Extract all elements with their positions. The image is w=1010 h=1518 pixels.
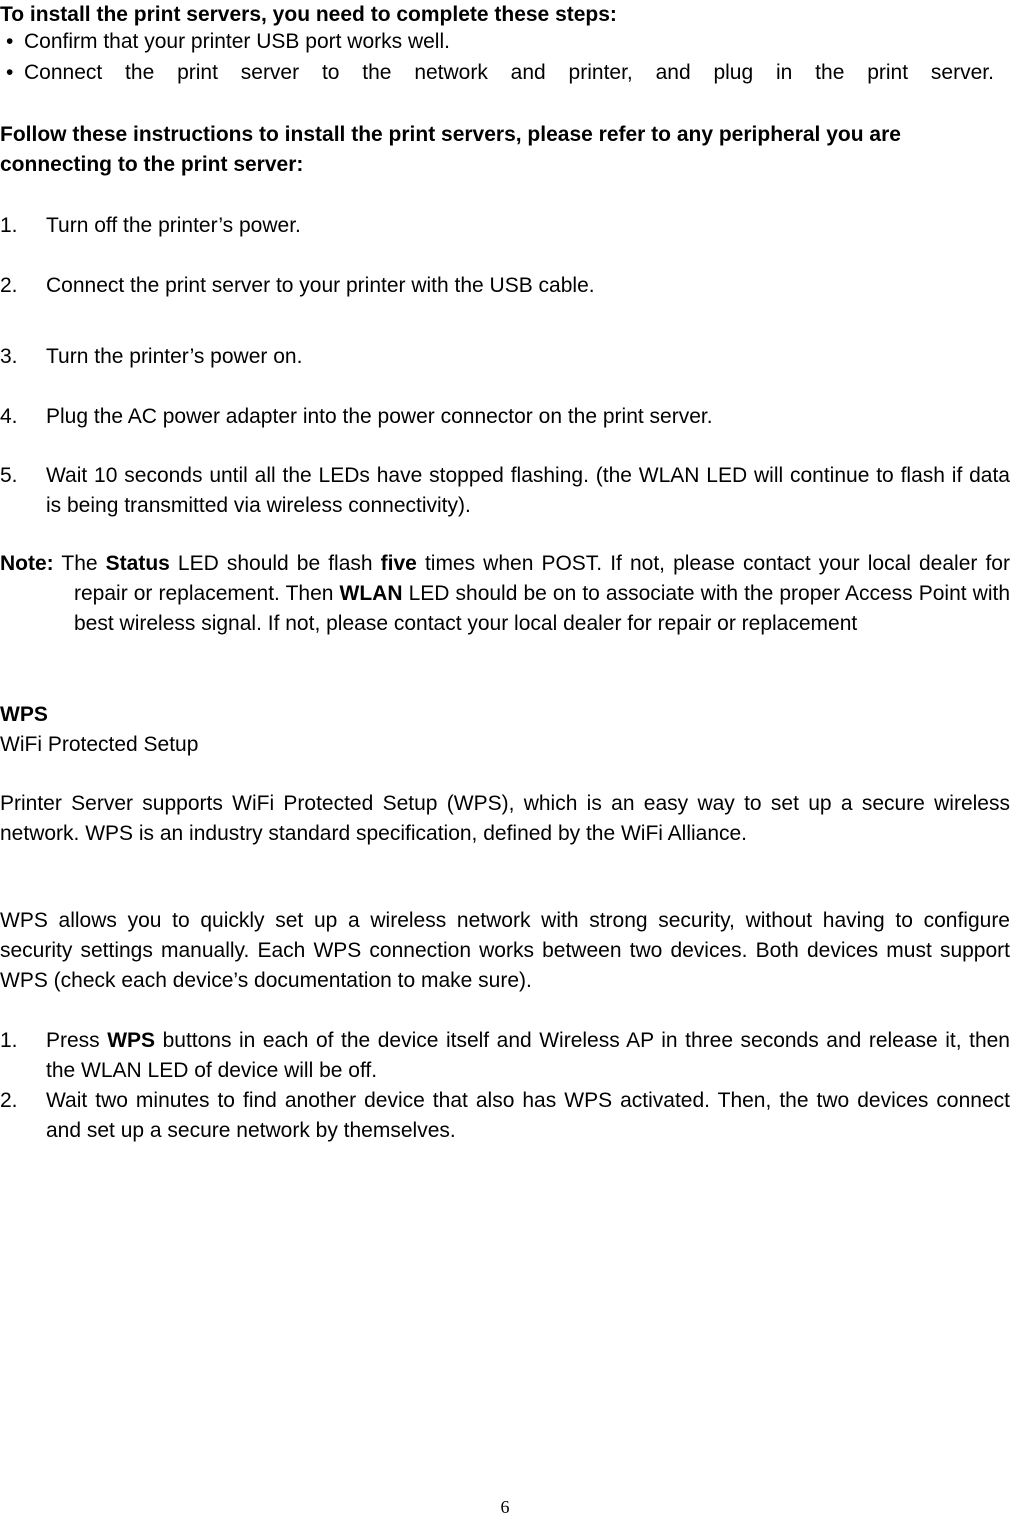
- note-text: The: [61, 552, 98, 575]
- step-text-part: buttons in each of the device itself and Wireless AP in three seconds and release it, then the WLAN LED of device will be off.: [46, 1029, 1010, 1082]
- bullet-icon: •: [6, 61, 14, 84]
- wps-subtitle: WiFi Protected Setup: [0, 733, 199, 756]
- step-number: 4.: [0, 405, 18, 428]
- step-number: 2.: [0, 1089, 18, 1112]
- step-text-part: Press: [46, 1029, 100, 1052]
- step-text: Connect the print server to your printer with the USB cable.: [46, 274, 595, 297]
- step-text: Plug the AC power adapter into the power connector on the print server.: [46, 405, 713, 428]
- install-steps-heading: To install the print servers, you need to complete these steps:: [0, 3, 617, 26]
- install-step: [0, 461, 1010, 521]
- page-number: 6: [500, 1497, 510, 1517]
- bullet-icon: •: [6, 30, 14, 53]
- bullet-text: Connect the print server to the network and printer, and plug in the print server.: [24, 61, 994, 84]
- wps-title: WPS: [0, 703, 48, 726]
- step-number: 5.: [0, 464, 18, 487]
- bullet-text: Confirm that your printer USB port works well.: [24, 30, 450, 53]
- note-five: five: [380, 552, 417, 575]
- step-number: 3.: [0, 345, 18, 368]
- step-number: 1.: [0, 214, 18, 237]
- step-number: 1.: [0, 1029, 18, 1052]
- install-step: [0, 211, 1010, 241]
- instructions-heading: Follow these instructions to install the print servers, please refer to any peripheral you are connecting to the print server:: [0, 123, 901, 176]
- step-number: 2.: [0, 274, 18, 297]
- install-step: [0, 271, 1010, 301]
- step-text: Turn off the printer’s power.: [46, 214, 301, 237]
- wps-step: [0, 1026, 1010, 1086]
- step-text: Turn the printer’s power on.: [46, 345, 303, 368]
- step-text: Wait 10 seconds until all the LEDs have stopped flashing. (the WLAN LED will continue to flash if data is being transmitted via wireless connectivity).: [46, 464, 1010, 517]
- note-wlan: WLAN: [339, 582, 403, 605]
- wps-paragraph: Printer Server supports WiFi Protected Setup (WPS), which is an easy way to set up a secure wireless network. WPS is an industry standard specification, defined by the WiFi Alliance.: [0, 792, 1010, 845]
- note-text: times when POST. If not, please contact your local dealer for repair or replacement. Then: [74, 552, 1010, 605]
- bullet-item: [6, 58, 1010, 88]
- note-label: Note:: [0, 552, 54, 575]
- note-text: LED should be flash: [177, 552, 373, 575]
- step-text: Wait two minutes to find another device that also has WPS activated. Then, the two devices connect and set up a secure network by themselves.: [46, 1089, 1010, 1142]
- note-status: Status: [105, 552, 170, 575]
- led-note: [0, 549, 1010, 639]
- wps-paragraph: WPS allows you to quickly set up a wireless network with strong security, without having to configure security settings manually. Each WPS connection works between two devices. Both devices must support WPS (check each device’s documentation to make sure).: [0, 909, 1010, 992]
- install-step: [0, 402, 1010, 432]
- note-text: LED should be on to associate with the proper Access Point with best wireless signal. If not, please contact your local dealer for repair or replacement: [74, 582, 1010, 635]
- wps-keyword: WPS: [107, 1029, 156, 1052]
- install-step: [0, 342, 1010, 372]
- step-text: [46, 1026, 1010, 1086]
- bullet-item: [6, 27, 1010, 57]
- wps-step: [0, 1086, 1010, 1146]
